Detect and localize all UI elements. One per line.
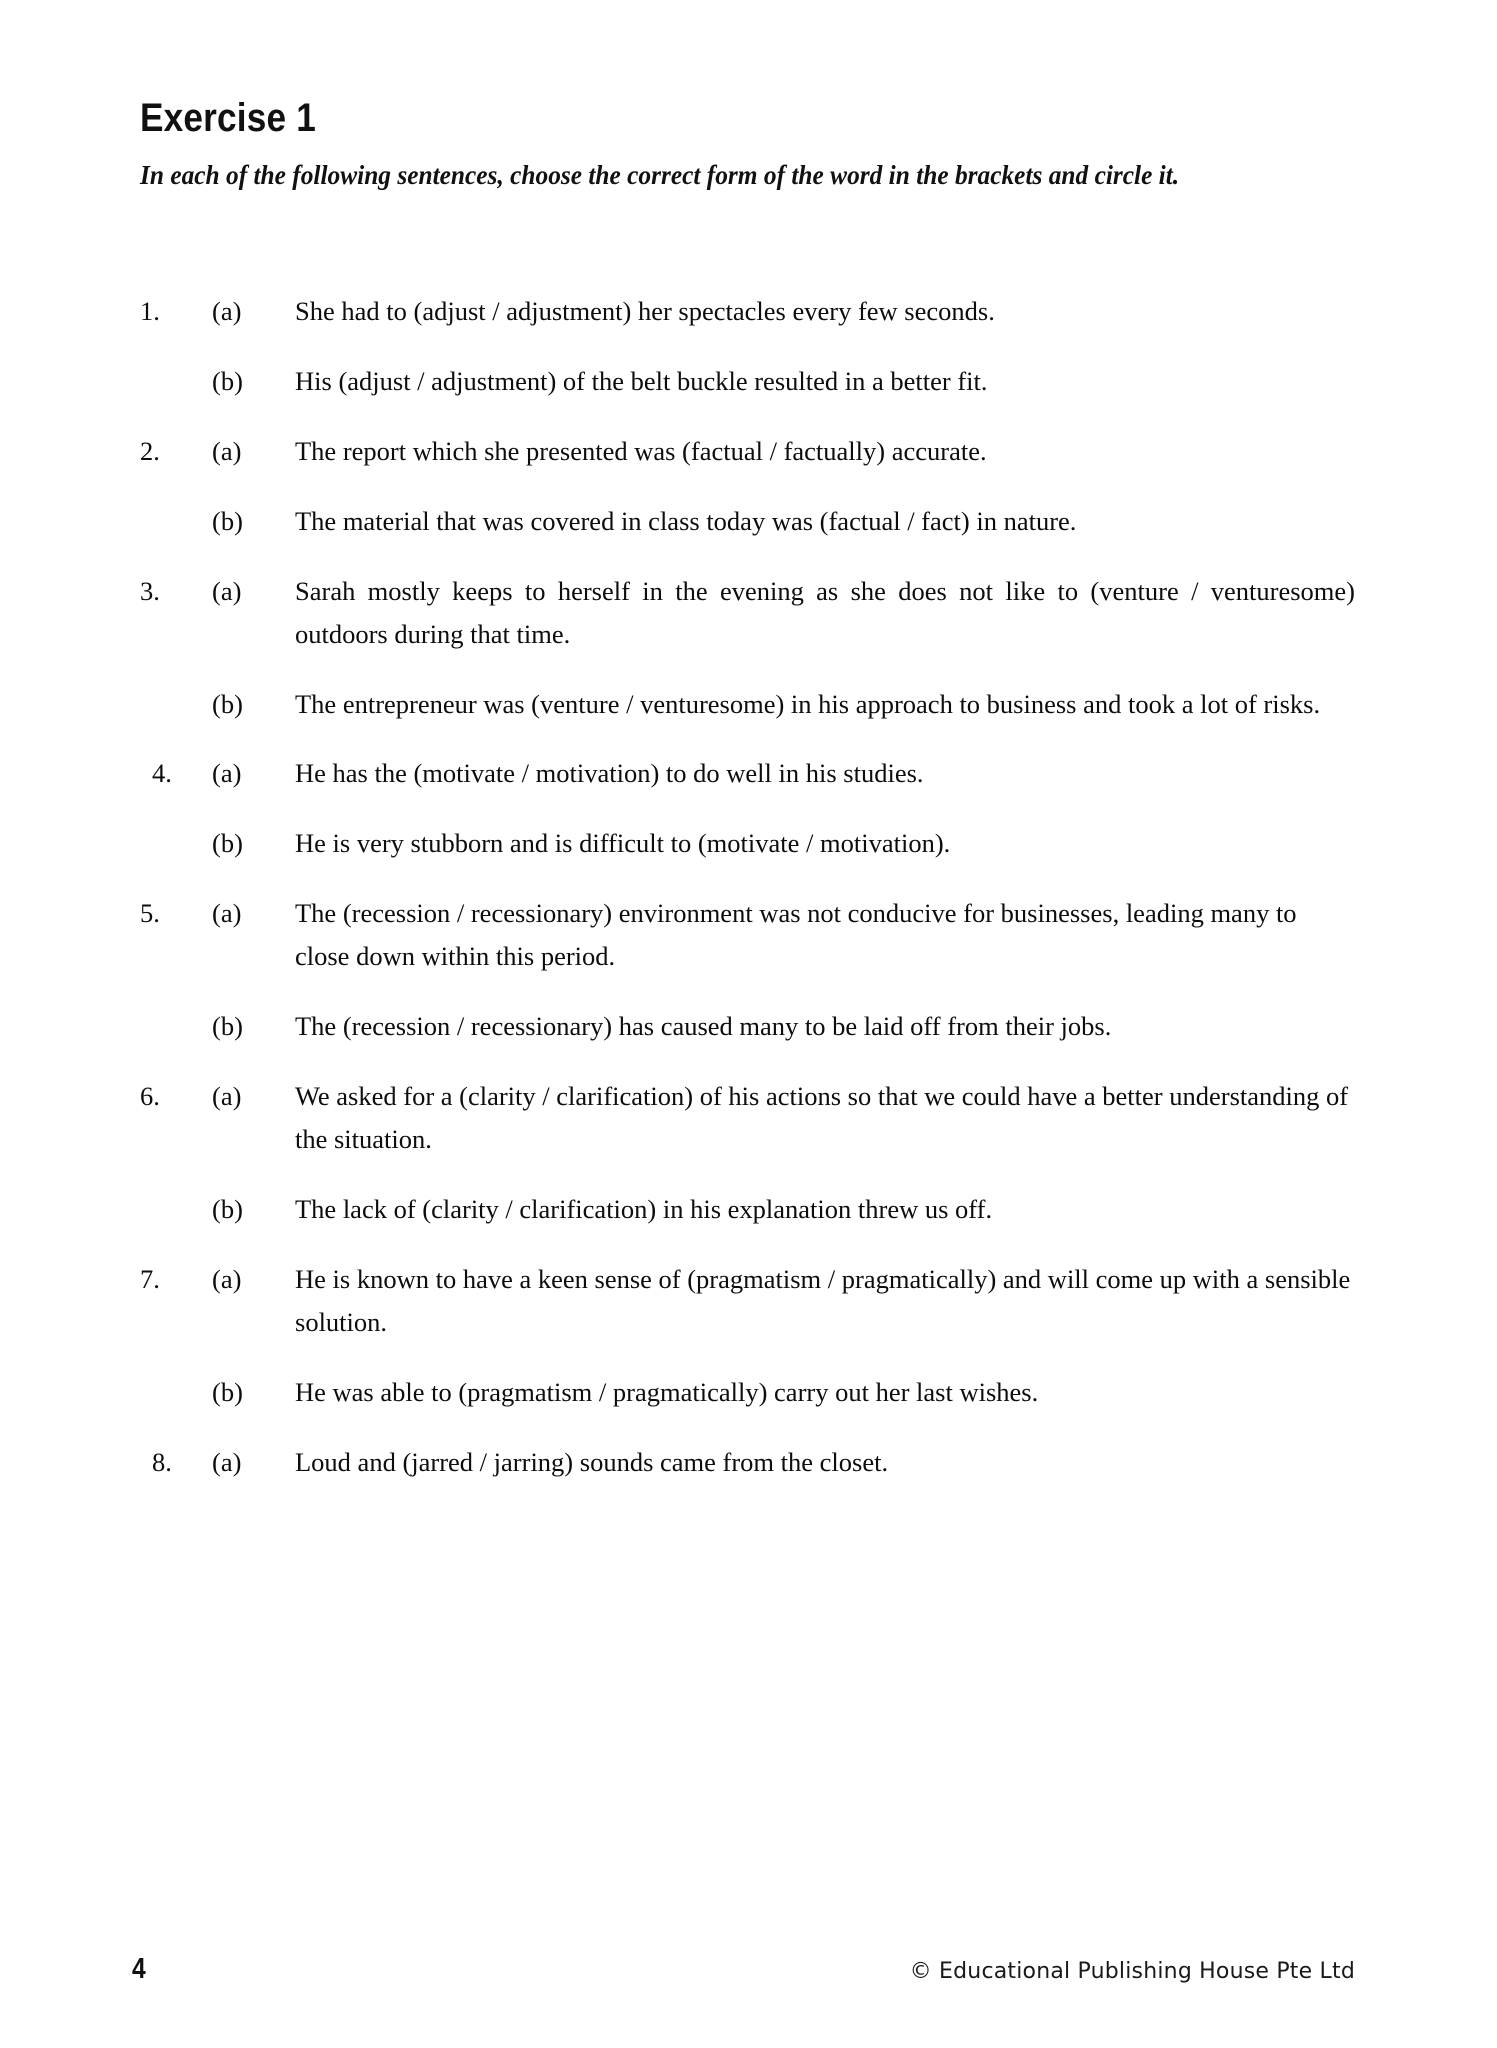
question-part [0,1075,1497,1161]
spacer [0,473,1497,500]
question-part [0,1258,1497,1344]
question-item [0,570,1497,726]
question-item [0,290,1497,403]
part-label: (a) [212,758,242,789]
exercise-instruction: In each of the following sentences, choose the correct form of the word in the brackets and circle it. [140,160,1180,190]
spacer [0,795,1497,822]
question-part [0,1441,1497,1484]
question-number: 4. [152,758,172,789]
part-label: (b) [212,1376,243,1407]
question-item [0,892,1497,1048]
page-footer [0,1946,1497,1986]
part-text: The entrepreneur was (venture / venturesome) in his approach to business and took a lot of risks. [295,688,1321,719]
part-label: (a) [212,898,242,929]
part-text: Sarah mostly keeps to herself in the evening as she does not like to (venture / venturesome) outdoors during that time. [295,575,1355,649]
part-label: (a) [212,296,242,326]
question-part [0,1005,1497,1048]
part-label: (a) [212,575,242,606]
question-part [0,1371,1497,1414]
question-number: 6. [140,1081,160,1112]
question-item [0,1441,1497,1484]
page-header [140,98,1355,194]
question-number: 5. [140,898,160,929]
copyright-notice: © Educational Publishing House Pte Ltd [909,1959,1355,1984]
part-text: The material that was covered in class today was (factual / fact) in nature. [295,505,1077,536]
question-part [0,822,1497,865]
question-list [0,290,1497,1511]
question-item [0,752,1497,865]
question-part [0,892,1497,978]
part-label: (b) [212,1011,243,1042]
part-label: (a) [212,1081,242,1112]
question-part [0,570,1497,656]
part-text: Loud and (jarred / jarring) sounds came from the closet. [295,1446,889,1477]
part-label: (b) [212,688,243,719]
part-text: He has the (motivate / motivation) to do well in his studies. [295,758,924,789]
part-text: We asked for a (clarity / clarification) of his actions so that we could have a better understanding of the situation. [295,1081,1349,1154]
part-text: The lack of (clarity / clarification) in his explanation threw us off. [295,1193,993,1224]
page-number: 4 [132,1953,146,1985]
spacer [0,1344,1497,1371]
question-part [0,752,1497,795]
spacer [0,656,1497,683]
part-text: The report which she presented was (factual / factually) accurate. [295,435,987,466]
page-title: Exercise 1 [140,96,316,140]
part-text: She had to (adjust / adjustment) her spectacles every few seconds. [295,296,995,326]
question-item [0,1258,1497,1414]
question-part [0,430,1497,473]
part-text: He is very stubborn and is difficult to (motivate / motivation). [295,828,951,859]
question-number: 1. [140,296,160,326]
question-part [0,360,1497,403]
part-text: His (adjust / adjustment) of the belt buckle resulted in a better fit. [295,365,988,396]
spacer [0,1161,1497,1188]
question-part [0,1188,1497,1231]
part-label: (b) [212,1193,243,1224]
part-text: The (recession / recessionary) has caused many to be laid off from their jobs. [295,1011,1112,1042]
part-label: (b) [212,828,243,859]
part-label: (b) [212,505,243,536]
question-number: 2. [140,435,160,466]
part-label: (b) [212,365,243,396]
question-part [0,683,1497,726]
spacer [0,333,1497,360]
part-text: He is known to have a keen sense of (pragmatism / pragmatically) and will come up with a sensible solution. [295,1263,1351,1337]
spacer [0,978,1497,1005]
part-label: (a) [212,1446,242,1477]
question-number: 3. [140,575,160,606]
part-label: (a) [212,435,242,466]
part-text: He was able to (pragmatism / pragmatically) carry out her last wishes. [295,1376,1039,1407]
part-label: (a) [212,1263,242,1294]
question-part [0,290,1497,333]
question-number: 7. [140,1263,160,1294]
question-item [0,430,1497,543]
part-text: The (recession / recessionary) environment was not conducive for businesses, leading many to close down within this period. [295,898,1297,972]
question-part [0,500,1497,543]
question-number: 8. [152,1446,172,1477]
question-item [0,1075,1497,1231]
